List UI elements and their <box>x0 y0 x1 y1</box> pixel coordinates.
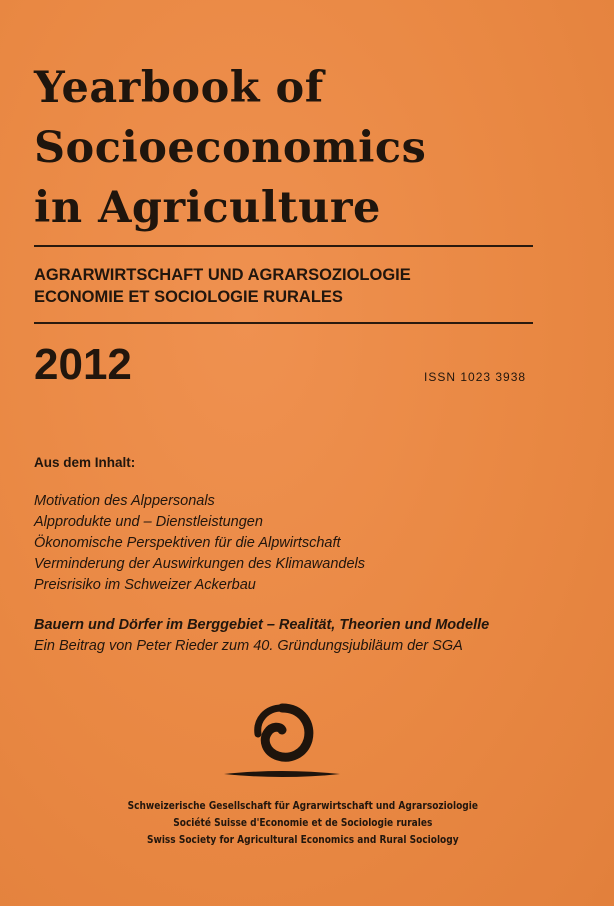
contents-item: Verminderung der Auswirkungen des Klimawandels <box>34 556 365 572</box>
book-title <box>34 58 574 238</box>
contents-list <box>34 491 365 596</box>
contents-item: Alpprodukte und – Dienstleistungen <box>34 514 263 530</box>
subtitle-line-2: ECONOMIE ET SOCIOLOGIE RURALES <box>34 288 343 306</box>
title-line-2: Socioeconomics <box>34 123 427 173</box>
book-subtitle <box>34 264 411 308</box>
title-line-3: in Agriculture <box>34 183 381 233</box>
feature-subtitle: Ein Beitrag von Peter Rieder zum 40. Gründungsjubiläum der SGA <box>34 638 463 654</box>
society-line-de: Schweizerische Gesellschaft für Agrarwirtschaft und Agrarsoziologie <box>127 800 478 812</box>
issn-number: ISSN 1023 3938 <box>424 370 527 384</box>
contents-heading: Aus dem Inhalt: <box>34 455 136 470</box>
contents-item: Ökonomische Perspektiven für die Alpwirtschaft <box>34 535 341 551</box>
society-line-fr: Société Suisse d'Economie et de Sociologie rurales <box>173 817 433 829</box>
top-divider <box>34 245 533 247</box>
publication-year: 2012 <box>34 340 132 389</box>
sga-circle-logo-icon <box>222 700 342 782</box>
feature-article <box>34 615 489 657</box>
contents-item: Preisrisiko im Schweizer Ackerbau <box>34 577 256 593</box>
middle-divider <box>34 322 533 324</box>
society-line-en: Swiss Society for Agricultural Economics and Rural Sociology <box>146 834 459 846</box>
contents-item: Motivation des Alppersonals <box>34 493 215 509</box>
society-name <box>39 798 567 849</box>
feature-title: Bauern und Dörfer im Berggebiet – Realität, Theorien und Modelle <box>34 617 490 633</box>
subtitle-line-1: AGRARWIRTSCHAFT UND AGRARSOZIOLOGIE <box>34 266 411 284</box>
title-line-1: Yearbook of <box>34 63 324 113</box>
